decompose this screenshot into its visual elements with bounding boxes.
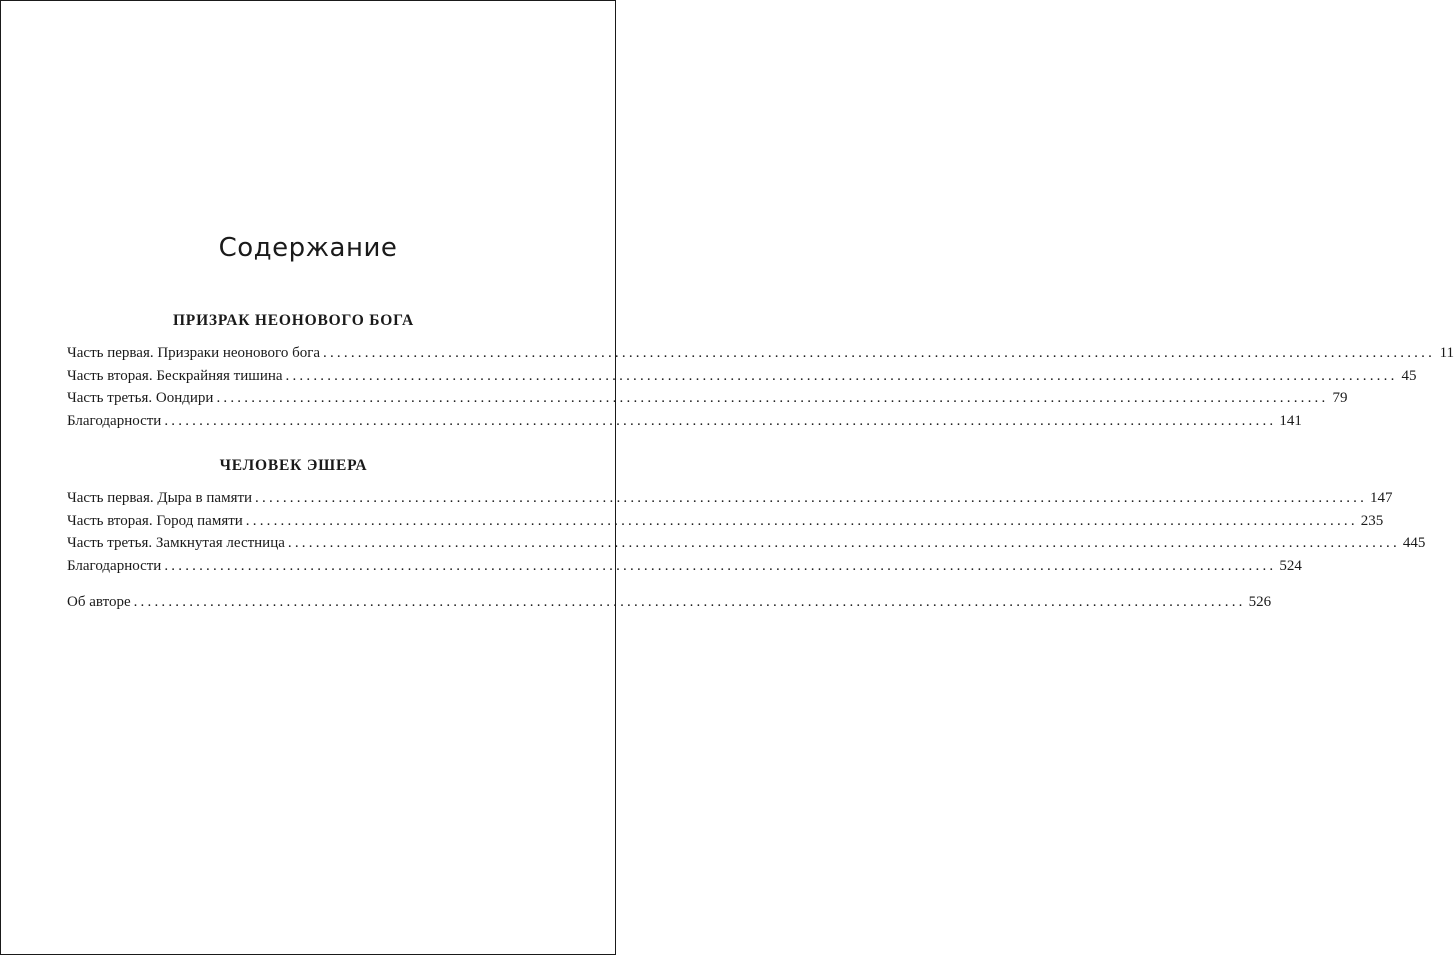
toc-section-about-author <box>67 591 1272 614</box>
toc-entry-label: Часть первая. Дыра в памяти <box>67 490 253 506</box>
section-heading: ЧЕЛОВЕК ЭШЕРА <box>219 457 368 474</box>
toc-entry[interactable] <box>67 342 1454 365</box>
dot-leader: ................................................................................................................................................................ <box>287 535 1400 552</box>
toc-entry-page-number: 235 <box>1360 512 1384 529</box>
toc-entry[interactable] <box>67 487 1393 510</box>
toc-entry-page-number: 11 <box>1439 345 1454 361</box>
toc-entry-label: Часть вторая. Город памяти <box>67 512 243 529</box>
toc-entry-label: Об авторе <box>67 594 131 610</box>
toc-entry-page-number: 141 <box>1279 413 1302 430</box>
toc-entry-label: Благодарности <box>67 413 162 430</box>
toc-list <box>67 591 1272 614</box>
toc-entry-page-number: 526 <box>1248 594 1272 610</box>
dot-leader: ................................................................................................................................................................ <box>255 490 1368 506</box>
dot-leader: ................................................................................................................................................................ <box>164 558 1277 575</box>
toc-entry-label: Благодарности <box>67 558 162 575</box>
toc-entry-page-number: 45 <box>1401 367 1417 384</box>
toc-entry-label: Часть первая. Призраки неонового бога <box>67 345 321 361</box>
dot-leader: ................................................................................................................................................................ <box>323 345 1436 361</box>
toc-entry[interactable] <box>67 410 1302 433</box>
toc-entry[interactable] <box>67 387 1348 410</box>
dot-leader: ................................................................................................................................................................ <box>216 390 1329 407</box>
dot-leader: ................................................................................................................................................................ <box>164 413 1277 430</box>
dot-leader: ................................................................................................................................................................ <box>285 367 1398 384</box>
toc-entry-page-number: 79 <box>1332 390 1348 407</box>
toc-entry-page-number: 524 <box>1279 558 1302 575</box>
toc-section-ghost-of-neon-god <box>67 310 1454 433</box>
toc-entry-page-number: 445 <box>1402 535 1426 552</box>
dot-leader: ................................................................................................................................................................ <box>245 512 1358 529</box>
toc-entry-label: Часть третья. Замкнутая лестница <box>67 535 285 552</box>
toc-entry[interactable] <box>67 555 1302 578</box>
toc-list <box>67 342 1454 433</box>
toc-entry-page-number: 147 <box>1370 490 1393 506</box>
toc-entry[interactable] <box>67 532 1426 555</box>
toc-section-escher-man <box>67 455 1426 578</box>
toc-title: Содержание <box>218 233 398 263</box>
toc-entry[interactable] <box>67 591 1272 614</box>
toc-entry-label: Часть третья. Оондири <box>67 390 214 407</box>
toc-entry-label: Часть вторая. Бескрайняя тишина <box>67 367 283 384</box>
toc-entry[interactable] <box>67 365 1417 388</box>
toc-list <box>67 487 1426 578</box>
toc-entry[interactable] <box>67 510 1384 533</box>
section-heading: ПРИЗРАК НЕОНОВОГО БОГА <box>172 312 415 329</box>
dot-leader: ................................................................................................................................................................ <box>133 594 1246 610</box>
